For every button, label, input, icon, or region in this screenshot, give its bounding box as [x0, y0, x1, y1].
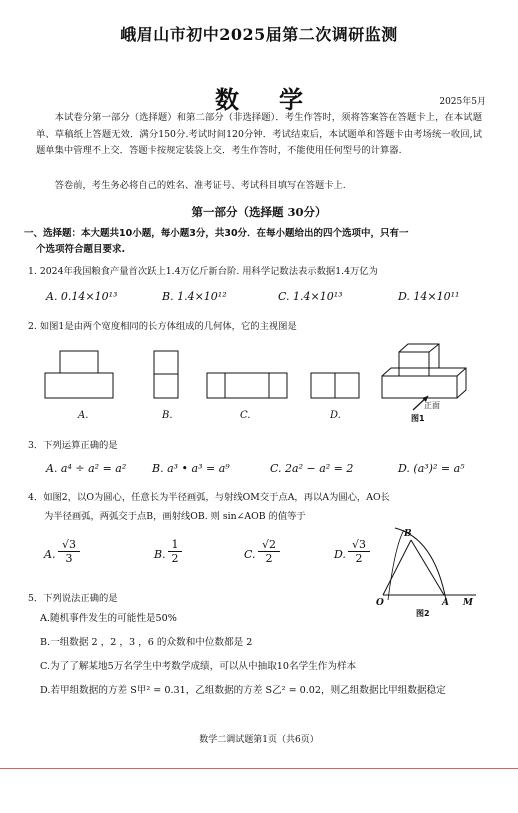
subject-title: 数学	[215, 85, 343, 114]
front-view-label: 正面	[424, 401, 440, 410]
segment-ab	[411, 540, 444, 595]
question-4-stem-1: 4．如图2，以O为圆心，任意长为半径画弧，与射线OM交于点A，再以A为圆心，AO长	[28, 492, 390, 503]
q4-d-numerator: √3	[348, 538, 370, 552]
point-m-label: M	[463, 598, 473, 608]
q1-option-a: A. 0.14×10¹³	[46, 290, 118, 303]
q4-b-denominator: 2	[171, 552, 179, 565]
q4-option-d-letter: D.	[334, 548, 346, 561]
q2-option-d-label: D.	[330, 410, 341, 421]
q1-option-c: C. 1.4×10¹³	[278, 290, 343, 303]
page-divider	[0, 768, 518, 769]
q1-option-b: B. 1.4×10¹²	[162, 290, 227, 303]
question-1-stem: 1. 2024年我国粮食产量首次跃上1.4万亿斤新台阶. 用科学记数法表示数据1.4万亿为	[28, 266, 378, 277]
q2-option-c-label: C.	[240, 410, 251, 421]
point-b-label: B	[404, 529, 412, 539]
q5-option-c: C.为了了解某地5万名学生中考数学成绩，可以从中抽取10名学生作为样本	[40, 661, 357, 672]
q4-c-denominator: 2	[265, 552, 273, 565]
q4-option-c-letter: C.	[244, 548, 256, 561]
instructions-paragraph-2: 答卷前，考生务必将自己的姓名、准考证号、考试科目填写在答题卡上.	[54, 180, 346, 191]
q3-option-c: C. 2a² − a² = 2	[270, 462, 354, 475]
q3-option-a: A. a⁴ ÷ a² = a²	[46, 462, 127, 475]
q4-c-numerator: √2	[258, 538, 280, 552]
arc-from-o	[395, 528, 446, 600]
point-o-label: O	[376, 598, 384, 608]
q4-a-denominator: 3	[65, 552, 73, 565]
q5-option-b: B.一组数据 2 ，2 ，3 ，6 的众数和中位数都是 2	[40, 637, 253, 648]
arc-from-a	[388, 530, 404, 600]
q4-b-numerator: 1	[168, 538, 182, 552]
section-line-2: 个选项符合题目要求.	[36, 244, 126, 255]
point-a-label: A	[442, 598, 449, 608]
q4-a-numerator: √3	[58, 538, 80, 552]
question-5-stem: 5．下列说法正确的是	[28, 593, 118, 604]
page-footer: 数学二调试题第1页（共6页）	[199, 735, 319, 745]
q3-option-d: D. (a³)² = a⁵	[398, 462, 465, 475]
instructions-paragraph-1: 本试卷分第一部分（选择题）和第二部分（非选择题）．考生作答时，须将答案答在答题卡上，在本试题单、草稿纸上答题无效．满分150分.考试时间120分钟．考试结束后，本试题单和答题卡由考场统一收回,试题单集中管理不上交．答题卡按规定装袋上交．考生作答时，不能使用任何型号的计算器.	[36, 112, 482, 156]
section-line-1: 一、选择题：本大题共10小题，每小题3分，共30分．在每小题给出的四个选项中，只有一	[24, 228, 409, 239]
q4-d-denominator: 2	[355, 552, 363, 565]
q2-option-a-label: A.	[78, 410, 89, 421]
question-4-stem-2: 为半径画弧，两弧交于点B，画射线OB. 则 sin∠AOB 的值等于	[44, 511, 306, 522]
figure-2-label: 图2	[416, 609, 430, 618]
exam-date: 2025年5月	[439, 97, 486, 107]
question-2-stem: 2. 如图1是由两个宽度相同的长方体组成的几何体，它的主视图是	[28, 321, 297, 332]
q5-option-d: D.若甲组数据的方差 S甲² = 0.31，乙组数据的方差 S乙² = 0.02，则乙组数据比甲组数据稳定	[40, 685, 446, 696]
figure-1-label: 图1	[411, 414, 425, 423]
q2-option-b-label: B.	[162, 410, 173, 421]
q1-option-d: D. 14×10¹¹	[398, 290, 460, 303]
exam-title: 峨眉山市初中2025届第二次调研监测	[120, 25, 398, 44]
q4-option-a-letter: A.	[44, 548, 56, 561]
q3-option-b: B. a³ • a³ = a⁹	[152, 462, 230, 475]
q4-option-b-letter: B.	[154, 548, 166, 561]
q5-option-a: A.随机事件发生的可能性是50%	[40, 613, 177, 624]
part-one-title: 第一部分（选择题 30分）	[191, 205, 327, 219]
question-3-stem: 3．下列运算正确的是	[28, 440, 118, 451]
